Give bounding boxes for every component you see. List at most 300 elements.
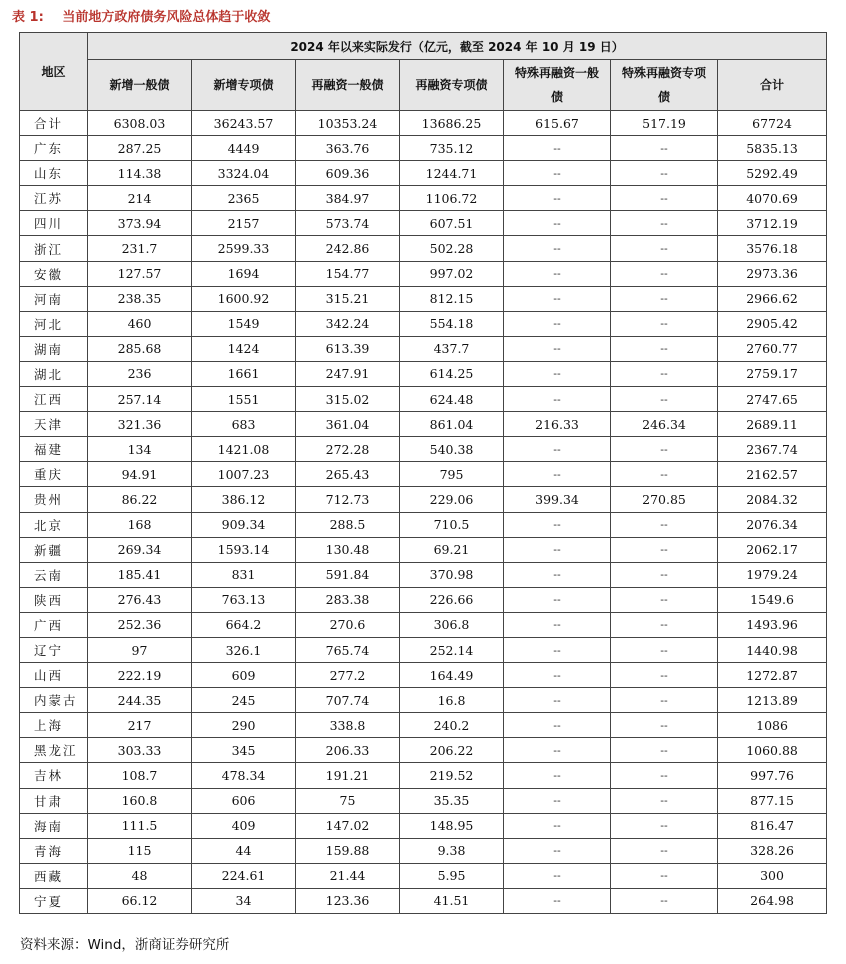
- value-cell: 16.8: [400, 688, 504, 713]
- value-cell: 1421.08: [192, 437, 296, 462]
- value-cell: --: [611, 863, 718, 888]
- value-cell: --: [504, 587, 611, 612]
- value-cell: 303.33: [88, 738, 192, 763]
- value-cell: --: [504, 838, 611, 863]
- column-header: [718, 60, 827, 111]
- value-cell: 283.38: [296, 587, 400, 612]
- value-cell: 288.5: [296, 512, 400, 537]
- value-cell: --: [611, 236, 718, 261]
- total-row: [20, 111, 827, 136]
- column-header: [296, 60, 400, 111]
- value-cell: 554.18: [400, 311, 504, 336]
- region-cell: 四川: [20, 211, 88, 236]
- value-cell: 2689.11: [718, 412, 827, 437]
- value-cell: 460: [88, 311, 192, 336]
- value-cell: --: [611, 512, 718, 537]
- value-cell: 909.34: [192, 512, 296, 537]
- table-row: [20, 612, 827, 637]
- value-cell: 1213.89: [718, 688, 827, 713]
- region-cell: 湖南: [20, 336, 88, 361]
- value-cell: 147.02: [296, 813, 400, 838]
- table-row: [20, 311, 827, 336]
- value-cell: 224.61: [192, 863, 296, 888]
- value-cell: --: [611, 211, 718, 236]
- column-header-label: 合计: [760, 78, 785, 92]
- value-cell: 94.91: [88, 462, 192, 487]
- table-row: [20, 161, 827, 186]
- value-cell: --: [611, 738, 718, 763]
- region-cell: 广西: [20, 612, 88, 637]
- value-cell: --: [611, 261, 718, 286]
- value-cell: 591.84: [296, 562, 400, 587]
- value-cell: 812.15: [400, 286, 504, 311]
- value-cell: 338.8: [296, 713, 400, 738]
- table-row: [20, 387, 827, 412]
- value-cell: 300: [718, 863, 827, 888]
- table-caption: [12, 7, 270, 29]
- column-header-label: 特殊再融资专项债: [621, 66, 706, 104]
- table-header: [20, 33, 827, 111]
- value-cell: --: [504, 562, 611, 587]
- table-row: [20, 412, 827, 437]
- value-cell: --: [611, 537, 718, 562]
- value-cell: 6308.03: [88, 111, 192, 136]
- value-cell: --: [504, 136, 611, 161]
- value-cell: 2365: [192, 186, 296, 211]
- region-cell: 广东: [20, 136, 88, 161]
- value-cell: 159.88: [296, 838, 400, 863]
- value-cell: 75: [296, 788, 400, 813]
- value-cell: --: [504, 863, 611, 888]
- value-cell: 1106.72: [400, 186, 504, 211]
- value-cell: 710.5: [400, 512, 504, 537]
- value-cell: 765.74: [296, 637, 400, 662]
- value-cell: 1244.71: [400, 161, 504, 186]
- region-cell: 山东: [20, 161, 88, 186]
- value-cell: 265.43: [296, 462, 400, 487]
- value-cell: 285.68: [88, 336, 192, 361]
- value-cell: --: [504, 186, 611, 211]
- value-cell: 624.48: [400, 387, 504, 412]
- value-cell: --: [611, 462, 718, 487]
- debt-issuance-table: [19, 32, 827, 914]
- value-cell: 36243.57: [192, 111, 296, 136]
- source-note: 资料来源：Wind，浙商证券研究所: [20, 937, 230, 953]
- table-row: [20, 361, 827, 386]
- value-cell: 315.02: [296, 387, 400, 412]
- value-cell: 2973.36: [718, 261, 827, 286]
- region-cell: 贵州: [20, 487, 88, 512]
- table-row: [20, 713, 827, 738]
- value-cell: --: [611, 136, 718, 161]
- value-cell: 540.38: [400, 437, 504, 462]
- value-cell: 236: [88, 361, 192, 386]
- value-cell: --: [611, 437, 718, 462]
- value-cell: 1440.98: [718, 637, 827, 662]
- region-cell: 江西: [20, 387, 88, 412]
- table-row: [20, 512, 827, 537]
- value-cell: 1060.88: [718, 738, 827, 763]
- value-cell: 1661: [192, 361, 296, 386]
- value-cell: --: [611, 813, 718, 838]
- value-cell: 399.34: [504, 487, 611, 512]
- value-cell: --: [504, 637, 611, 662]
- region-cell: 福建: [20, 437, 88, 462]
- region-cell: 河南: [20, 286, 88, 311]
- value-cell: 97: [88, 637, 192, 662]
- value-cell: 517.19: [611, 111, 718, 136]
- value-cell: 270.85: [611, 487, 718, 512]
- value-cell: 1424: [192, 336, 296, 361]
- value-cell: 2367.74: [718, 437, 827, 462]
- value-cell: 216.33: [504, 412, 611, 437]
- value-cell: --: [611, 688, 718, 713]
- value-cell: 264.98: [718, 888, 827, 913]
- table-row: [20, 813, 827, 838]
- column-header: [192, 60, 296, 111]
- value-cell: 573.74: [296, 211, 400, 236]
- value-cell: 361.04: [296, 412, 400, 437]
- value-cell: 276.43: [88, 587, 192, 612]
- region-cell: 西藏: [20, 863, 88, 888]
- value-cell: 607.51: [400, 211, 504, 236]
- region-cell: 北京: [20, 512, 88, 537]
- value-cell: 4449: [192, 136, 296, 161]
- value-cell: 247.91: [296, 361, 400, 386]
- value-cell: --: [611, 663, 718, 688]
- value-cell: 86.22: [88, 487, 192, 512]
- value-cell: --: [504, 663, 611, 688]
- value-cell: --: [611, 361, 718, 386]
- value-cell: --: [611, 161, 718, 186]
- value-cell: --: [611, 763, 718, 788]
- table-row: [20, 487, 827, 512]
- column-header-label: 新增专项债: [213, 78, 274, 92]
- value-cell: --: [504, 512, 611, 537]
- value-cell: --: [611, 637, 718, 662]
- value-cell: 831: [192, 562, 296, 587]
- value-cell: 437.7: [400, 336, 504, 361]
- value-cell: 3324.04: [192, 161, 296, 186]
- value-cell: --: [504, 537, 611, 562]
- value-cell: 168: [88, 512, 192, 537]
- table-row: [20, 211, 827, 236]
- value-cell: 615.67: [504, 111, 611, 136]
- value-cell: 2084.32: [718, 487, 827, 512]
- value-cell: 816.47: [718, 813, 827, 838]
- value-cell: 877.15: [718, 788, 827, 813]
- table-row: [20, 863, 827, 888]
- value-cell: --: [611, 838, 718, 863]
- value-cell: 712.73: [296, 487, 400, 512]
- value-cell: 342.24: [296, 311, 400, 336]
- value-cell: 2062.17: [718, 537, 827, 562]
- value-cell: 257.14: [88, 387, 192, 412]
- value-cell: 373.94: [88, 211, 192, 236]
- table-row: [20, 688, 827, 713]
- value-cell: 164.49: [400, 663, 504, 688]
- table-row: [20, 587, 827, 612]
- region-cell: 新疆: [20, 537, 88, 562]
- value-cell: 66.12: [88, 888, 192, 913]
- value-cell: 130.48: [296, 537, 400, 562]
- value-cell: 34: [192, 888, 296, 913]
- value-cell: --: [504, 161, 611, 186]
- value-cell: 2747.65: [718, 387, 827, 412]
- column-header: [400, 60, 504, 111]
- region-cell: 重庆: [20, 462, 88, 487]
- value-cell: 229.06: [400, 487, 504, 512]
- value-cell: 290: [192, 713, 296, 738]
- value-cell: --: [611, 336, 718, 361]
- region-cell: 辽宁: [20, 637, 88, 662]
- value-cell: 222.19: [88, 663, 192, 688]
- table-row: [20, 336, 827, 361]
- region-cell: 合计: [20, 111, 88, 136]
- value-cell: 154.77: [296, 261, 400, 286]
- caption-label: 表 1:: [12, 10, 44, 25]
- region-cell: 江苏: [20, 186, 88, 211]
- region-cell: 安徽: [20, 261, 88, 286]
- value-cell: 2905.42: [718, 311, 827, 336]
- value-cell: --: [504, 211, 611, 236]
- value-cell: 245: [192, 688, 296, 713]
- value-cell: 287.25: [88, 136, 192, 161]
- table-row: [20, 261, 827, 286]
- value-cell: 252.14: [400, 637, 504, 662]
- value-cell: --: [504, 612, 611, 637]
- value-cell: 502.28: [400, 236, 504, 261]
- value-cell: --: [611, 387, 718, 412]
- table-row: [20, 663, 827, 688]
- value-cell: 609: [192, 663, 296, 688]
- value-cell: 231.7: [88, 236, 192, 261]
- value-cell: 326.1: [192, 637, 296, 662]
- value-cell: 3576.18: [718, 236, 827, 261]
- region-cell: 海南: [20, 813, 88, 838]
- value-cell: --: [504, 236, 611, 261]
- table-row: [20, 186, 827, 211]
- value-cell: 2157: [192, 211, 296, 236]
- value-cell: 10353.24: [296, 111, 400, 136]
- value-cell: 1979.24: [718, 562, 827, 587]
- column-header-label: 新增一般债: [109, 78, 170, 92]
- region-cell: 青海: [20, 838, 88, 863]
- table-row: [20, 236, 827, 261]
- value-cell: 13686.25: [400, 111, 504, 136]
- column-header-row: [20, 60, 827, 111]
- value-cell: 795: [400, 462, 504, 487]
- value-cell: 111.5: [88, 813, 192, 838]
- table-row: [20, 788, 827, 813]
- value-cell: --: [611, 186, 718, 211]
- value-cell: 606: [192, 788, 296, 813]
- region-cell: 浙江: [20, 236, 88, 261]
- value-cell: 134: [88, 437, 192, 462]
- value-cell: 21.44: [296, 863, 400, 888]
- value-cell: --: [504, 888, 611, 913]
- value-cell: 2966.62: [718, 286, 827, 311]
- value-cell: --: [611, 587, 718, 612]
- value-cell: 242.86: [296, 236, 400, 261]
- value-cell: 315.21: [296, 286, 400, 311]
- value-cell: 1549: [192, 311, 296, 336]
- value-cell: --: [504, 713, 611, 738]
- value-cell: --: [611, 311, 718, 336]
- caption-title: 当前地方政府债务风险总体趋于收敛: [62, 10, 271, 25]
- value-cell: 345: [192, 738, 296, 763]
- value-cell: 108.7: [88, 763, 192, 788]
- table-row: [20, 838, 827, 863]
- region-cell: 天津: [20, 412, 88, 437]
- value-cell: 1272.87: [718, 663, 827, 688]
- table-row: [20, 537, 827, 562]
- value-cell: 238.35: [88, 286, 192, 311]
- table-row: [20, 462, 827, 487]
- region-cell: 内蒙古: [20, 688, 88, 713]
- value-cell: 1694: [192, 261, 296, 286]
- value-cell: --: [504, 738, 611, 763]
- value-cell: 614.25: [400, 361, 504, 386]
- value-cell: --: [504, 387, 611, 412]
- value-cell: 1493.96: [718, 612, 827, 637]
- column-header: [504, 60, 611, 111]
- value-cell: 2760.77: [718, 336, 827, 361]
- value-cell: 3712.19: [718, 211, 827, 236]
- value-cell: 277.2: [296, 663, 400, 688]
- region-cell: 山西: [20, 663, 88, 688]
- column-header-label: 再融资一般债: [311, 78, 384, 92]
- region-column-header: 地区: [20, 33, 88, 111]
- region-cell: 黑龙江: [20, 738, 88, 763]
- region-cell: 云南: [20, 562, 88, 587]
- column-header: [611, 60, 718, 111]
- column-header-label: 特殊再融资一般债: [514, 66, 599, 104]
- value-cell: 861.04: [400, 412, 504, 437]
- value-cell: 1549.6: [718, 587, 827, 612]
- value-cell: 328.26: [718, 838, 827, 863]
- value-cell: 2076.34: [718, 512, 827, 537]
- region-cell: 陕西: [20, 587, 88, 612]
- value-cell: 67724: [718, 111, 827, 136]
- value-cell: 217: [88, 713, 192, 738]
- value-cell: 409: [192, 813, 296, 838]
- value-cell: --: [504, 261, 611, 286]
- value-cell: 185.41: [88, 562, 192, 587]
- table-row: [20, 738, 827, 763]
- value-cell: --: [611, 612, 718, 637]
- region-cell: 上海: [20, 713, 88, 738]
- value-cell: --: [611, 888, 718, 913]
- value-cell: 160.8: [88, 788, 192, 813]
- value-cell: --: [504, 763, 611, 788]
- region-cell: 宁夏: [20, 888, 88, 913]
- value-cell: 206.33: [296, 738, 400, 763]
- table-body: [20, 111, 827, 914]
- table-row: [20, 637, 827, 662]
- value-cell: 386.12: [192, 487, 296, 512]
- value-cell: 114.38: [88, 161, 192, 186]
- table-row: [20, 562, 827, 587]
- value-cell: 206.22: [400, 738, 504, 763]
- value-cell: 246.34: [611, 412, 718, 437]
- value-cell: 48: [88, 863, 192, 888]
- value-cell: --: [504, 462, 611, 487]
- region-cell: 吉林: [20, 763, 88, 788]
- value-cell: 735.12: [400, 136, 504, 161]
- value-cell: --: [611, 562, 718, 587]
- value-cell: --: [504, 286, 611, 311]
- value-cell: --: [611, 788, 718, 813]
- value-cell: 270.6: [296, 612, 400, 637]
- value-cell: 613.39: [296, 336, 400, 361]
- value-cell: 5292.49: [718, 161, 827, 186]
- value-cell: 240.2: [400, 713, 504, 738]
- value-cell: 269.34: [88, 537, 192, 562]
- value-cell: --: [504, 437, 611, 462]
- value-cell: 219.52: [400, 763, 504, 788]
- value-cell: 763.13: [192, 587, 296, 612]
- value-cell: 384.97: [296, 186, 400, 211]
- value-cell: 997.76: [718, 763, 827, 788]
- value-cell: 226.66: [400, 587, 504, 612]
- value-cell: 2759.17: [718, 361, 827, 386]
- value-cell: 2162.57: [718, 462, 827, 487]
- value-cell: --: [504, 311, 611, 336]
- value-cell: 1600.92: [192, 286, 296, 311]
- value-cell: 69.21: [400, 537, 504, 562]
- value-cell: 41.51: [400, 888, 504, 913]
- region-cell: 湖北: [20, 361, 88, 386]
- value-cell: 9.38: [400, 838, 504, 863]
- value-cell: 272.28: [296, 437, 400, 462]
- value-cell: 1007.23: [192, 462, 296, 487]
- table-row: [20, 286, 827, 311]
- value-cell: --: [504, 336, 611, 361]
- value-cell: 478.34: [192, 763, 296, 788]
- region-cell: 甘肃: [20, 788, 88, 813]
- column-header-label: 再融资专项债: [415, 78, 488, 92]
- value-cell: 123.36: [296, 888, 400, 913]
- group-header: 2024 年以来实际发行（亿元，截至 2024 年 10 月 19 日）: [88, 33, 827, 60]
- value-cell: --: [504, 813, 611, 838]
- value-cell: 1551: [192, 387, 296, 412]
- region-cell: 河北: [20, 311, 88, 336]
- value-cell: 664.2: [192, 612, 296, 637]
- value-cell: 5835.13: [718, 136, 827, 161]
- value-cell: 1086: [718, 713, 827, 738]
- value-cell: --: [504, 688, 611, 713]
- value-cell: 363.76: [296, 136, 400, 161]
- value-cell: 321.36: [88, 412, 192, 437]
- value-cell: --: [611, 286, 718, 311]
- value-cell: 683: [192, 412, 296, 437]
- value-cell: 4070.69: [718, 186, 827, 211]
- value-cell: 2599.33: [192, 236, 296, 261]
- table-row: [20, 763, 827, 788]
- value-cell: 244.35: [88, 688, 192, 713]
- value-cell: 306.8: [400, 612, 504, 637]
- column-header: [88, 60, 192, 111]
- value-cell: 35.35: [400, 788, 504, 813]
- table-row: [20, 136, 827, 161]
- value-cell: 127.57: [88, 261, 192, 286]
- value-cell: 44: [192, 838, 296, 863]
- value-cell: 191.21: [296, 763, 400, 788]
- value-cell: --: [504, 361, 611, 386]
- table-row: [20, 888, 827, 913]
- value-cell: 707.74: [296, 688, 400, 713]
